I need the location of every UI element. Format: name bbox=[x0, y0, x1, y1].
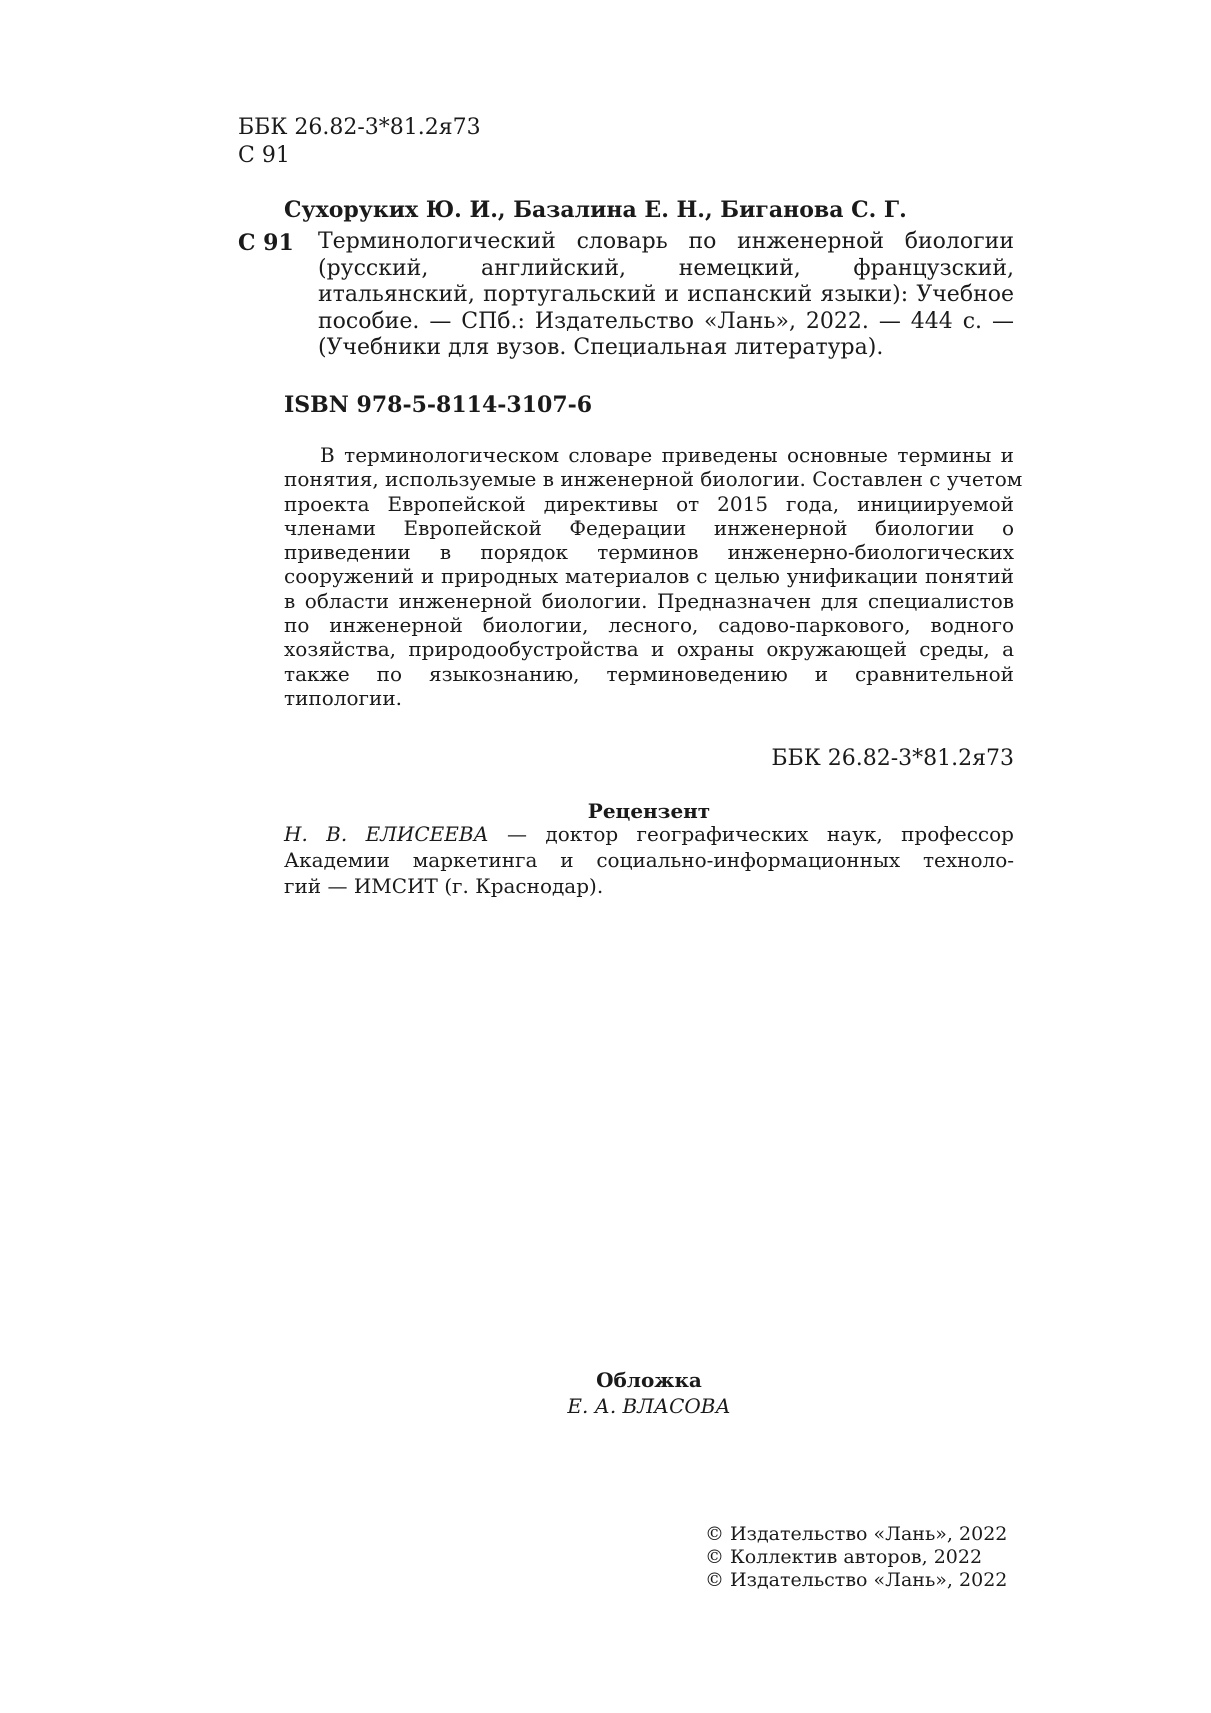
annotation-line: понятия, используемые в инженерной биологии. Составлен с учетом bbox=[284, 467, 1023, 492]
copyright-line: © Издательство «Лань», 2022 bbox=[705, 1523, 1008, 1545]
bibliographic-entry bbox=[318, 229, 1014, 362]
annotation-line: в области инженерной биологии. Предназначен для специалистов bbox=[284, 588, 1014, 613]
annotation-line: членами Европейской Федерации инженерной биологии о bbox=[284, 515, 1014, 540]
reviewer-name: Н. В. ЕЛИСЕЕВА bbox=[284, 822, 489, 846]
reviewer-line: Академии маркетинга и социально-информационных техноло- bbox=[284, 848, 1014, 872]
reviewer-description: — доктор географических наук, профессор bbox=[488, 822, 1014, 846]
entry-line: итальянский, португальский и испанский языки): Учебное bbox=[318, 282, 1014, 307]
annotation-line: типологии. bbox=[284, 685, 403, 710]
cover-heading: Обложка bbox=[596, 1368, 702, 1392]
cover-designer: Е. А. ВЛАСОВА bbox=[567, 1394, 731, 1418]
copyright-block bbox=[705, 1523, 1007, 1592]
reviewer-line: гий — ИМСИТ (г. Краснодар). bbox=[284, 874, 604, 898]
entry-index: С 91 bbox=[238, 230, 294, 256]
annotation-line: по инженерной биологии, лесного, садово-паркового, водного bbox=[284, 613, 1014, 638]
entry-line: (русский, английский, немецкий, французский, bbox=[318, 255, 1014, 281]
entry-line: пособие. — СПб.: Издательство «Лань», 2022. — 444 с. — bbox=[318, 308, 1014, 334]
annotation-line: В терминологическом словаре приведены основные термины и bbox=[320, 443, 1014, 467]
entry-line: (Учебники для вузов. Специальная литература). bbox=[318, 335, 884, 360]
annotation-line: также по языкознанию, терминоведению и сравнительной bbox=[284, 661, 1014, 686]
reviewer-line bbox=[284, 821, 1014, 847]
annotation bbox=[284, 443, 1023, 710]
reviewer-info bbox=[284, 821, 1014, 899]
authors: Сухоруких Ю. И., Базалина Е. Н., Биганова С. Г. bbox=[284, 197, 907, 223]
bbk-classification: ББК 26.82-3*81.2я73 bbox=[238, 115, 481, 140]
copyright-line: © Издательство «Лань», 2022 bbox=[705, 1569, 1008, 1591]
reviewer-heading: Рецензент bbox=[587, 799, 711, 823]
bbk-classification-bottom: ББК 26.82-3*81.2я73 bbox=[771, 746, 1014, 771]
isbn: ISBN 978-5-8114-3107-6 bbox=[284, 392, 593, 418]
annotation-line: хозяйства, природообустройства и охраны окружающей среды, а bbox=[284, 637, 1014, 662]
annotation-line: сооружений и природных материалов с целью унификации понятий bbox=[284, 564, 1014, 589]
author-sign: С 91 bbox=[238, 143, 290, 168]
annotation-line: приведении в порядок терминов инженерно-биологических bbox=[284, 540, 1014, 565]
entry-line: Терминологический словарь по инженерной биологии bbox=[318, 229, 1014, 254]
annotation-line: проекта Европейской директивы от 2015 года, инициируемой bbox=[284, 491, 1014, 516]
copyright-line: © Коллектив авторов, 2022 bbox=[705, 1546, 983, 1568]
